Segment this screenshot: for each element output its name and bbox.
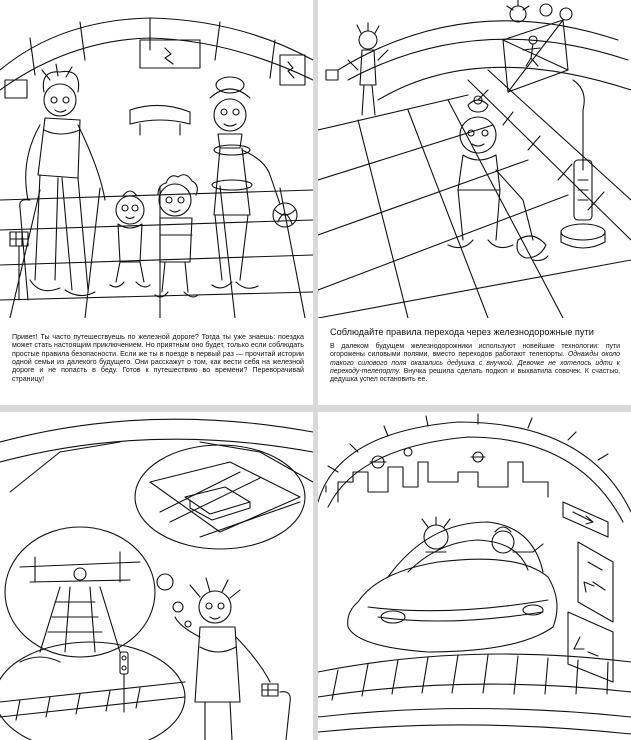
page-divider-horizontal — [0, 405, 631, 412]
story-text-intro: В далеком будущем железнодорожники используют новейшие технологии: пути огорожены силовыми полями, вместо переходов работают телепорты. — [330, 343, 620, 359]
crossings-thought-bubble-illustration — [0, 412, 313, 740]
coloring-page-4 — [318, 412, 631, 740]
force-field-track-illustration — [318, 0, 631, 318]
intro-paragraph: Привет! Ты часто путешествуешь по железной дороге? Тогда ты уже знаешь: поездка может стать настоящим приключением. Но приятным оно будет, только если соблюдать простые правила безопасности. Если же ты в поезде в первый раз — прочитай истории одной семьи из далекого будущего. Они расскажут о том, как вести себя на железной дороге и не попасть в беду. Готов к путешествию во времени? Переворачивай страницу! — [12, 333, 304, 383]
story-text-italic: Однажды около такого силового поля оказались дедушка с внучкой. Девочке не хотелось идти к переходу-телепорту. — [330, 351, 620, 375]
story-paragraph — [330, 343, 620, 384]
hover-car-tunnel-illustration — [318, 412, 631, 740]
family-station-illustration — [0, 0, 313, 318]
coloring-page-3 — [0, 412, 313, 740]
page-title: Соблюдайте правила перехода через железнодорожные пути — [330, 327, 594, 337]
coloring-page-2 — [318, 0, 631, 405]
story-text-end: Внучка решила сделать подкоп и выхватила совочек. К счастью, дедушка успел остановить ее. — [330, 367, 620, 384]
coloring-page-1 — [0, 0, 313, 405]
